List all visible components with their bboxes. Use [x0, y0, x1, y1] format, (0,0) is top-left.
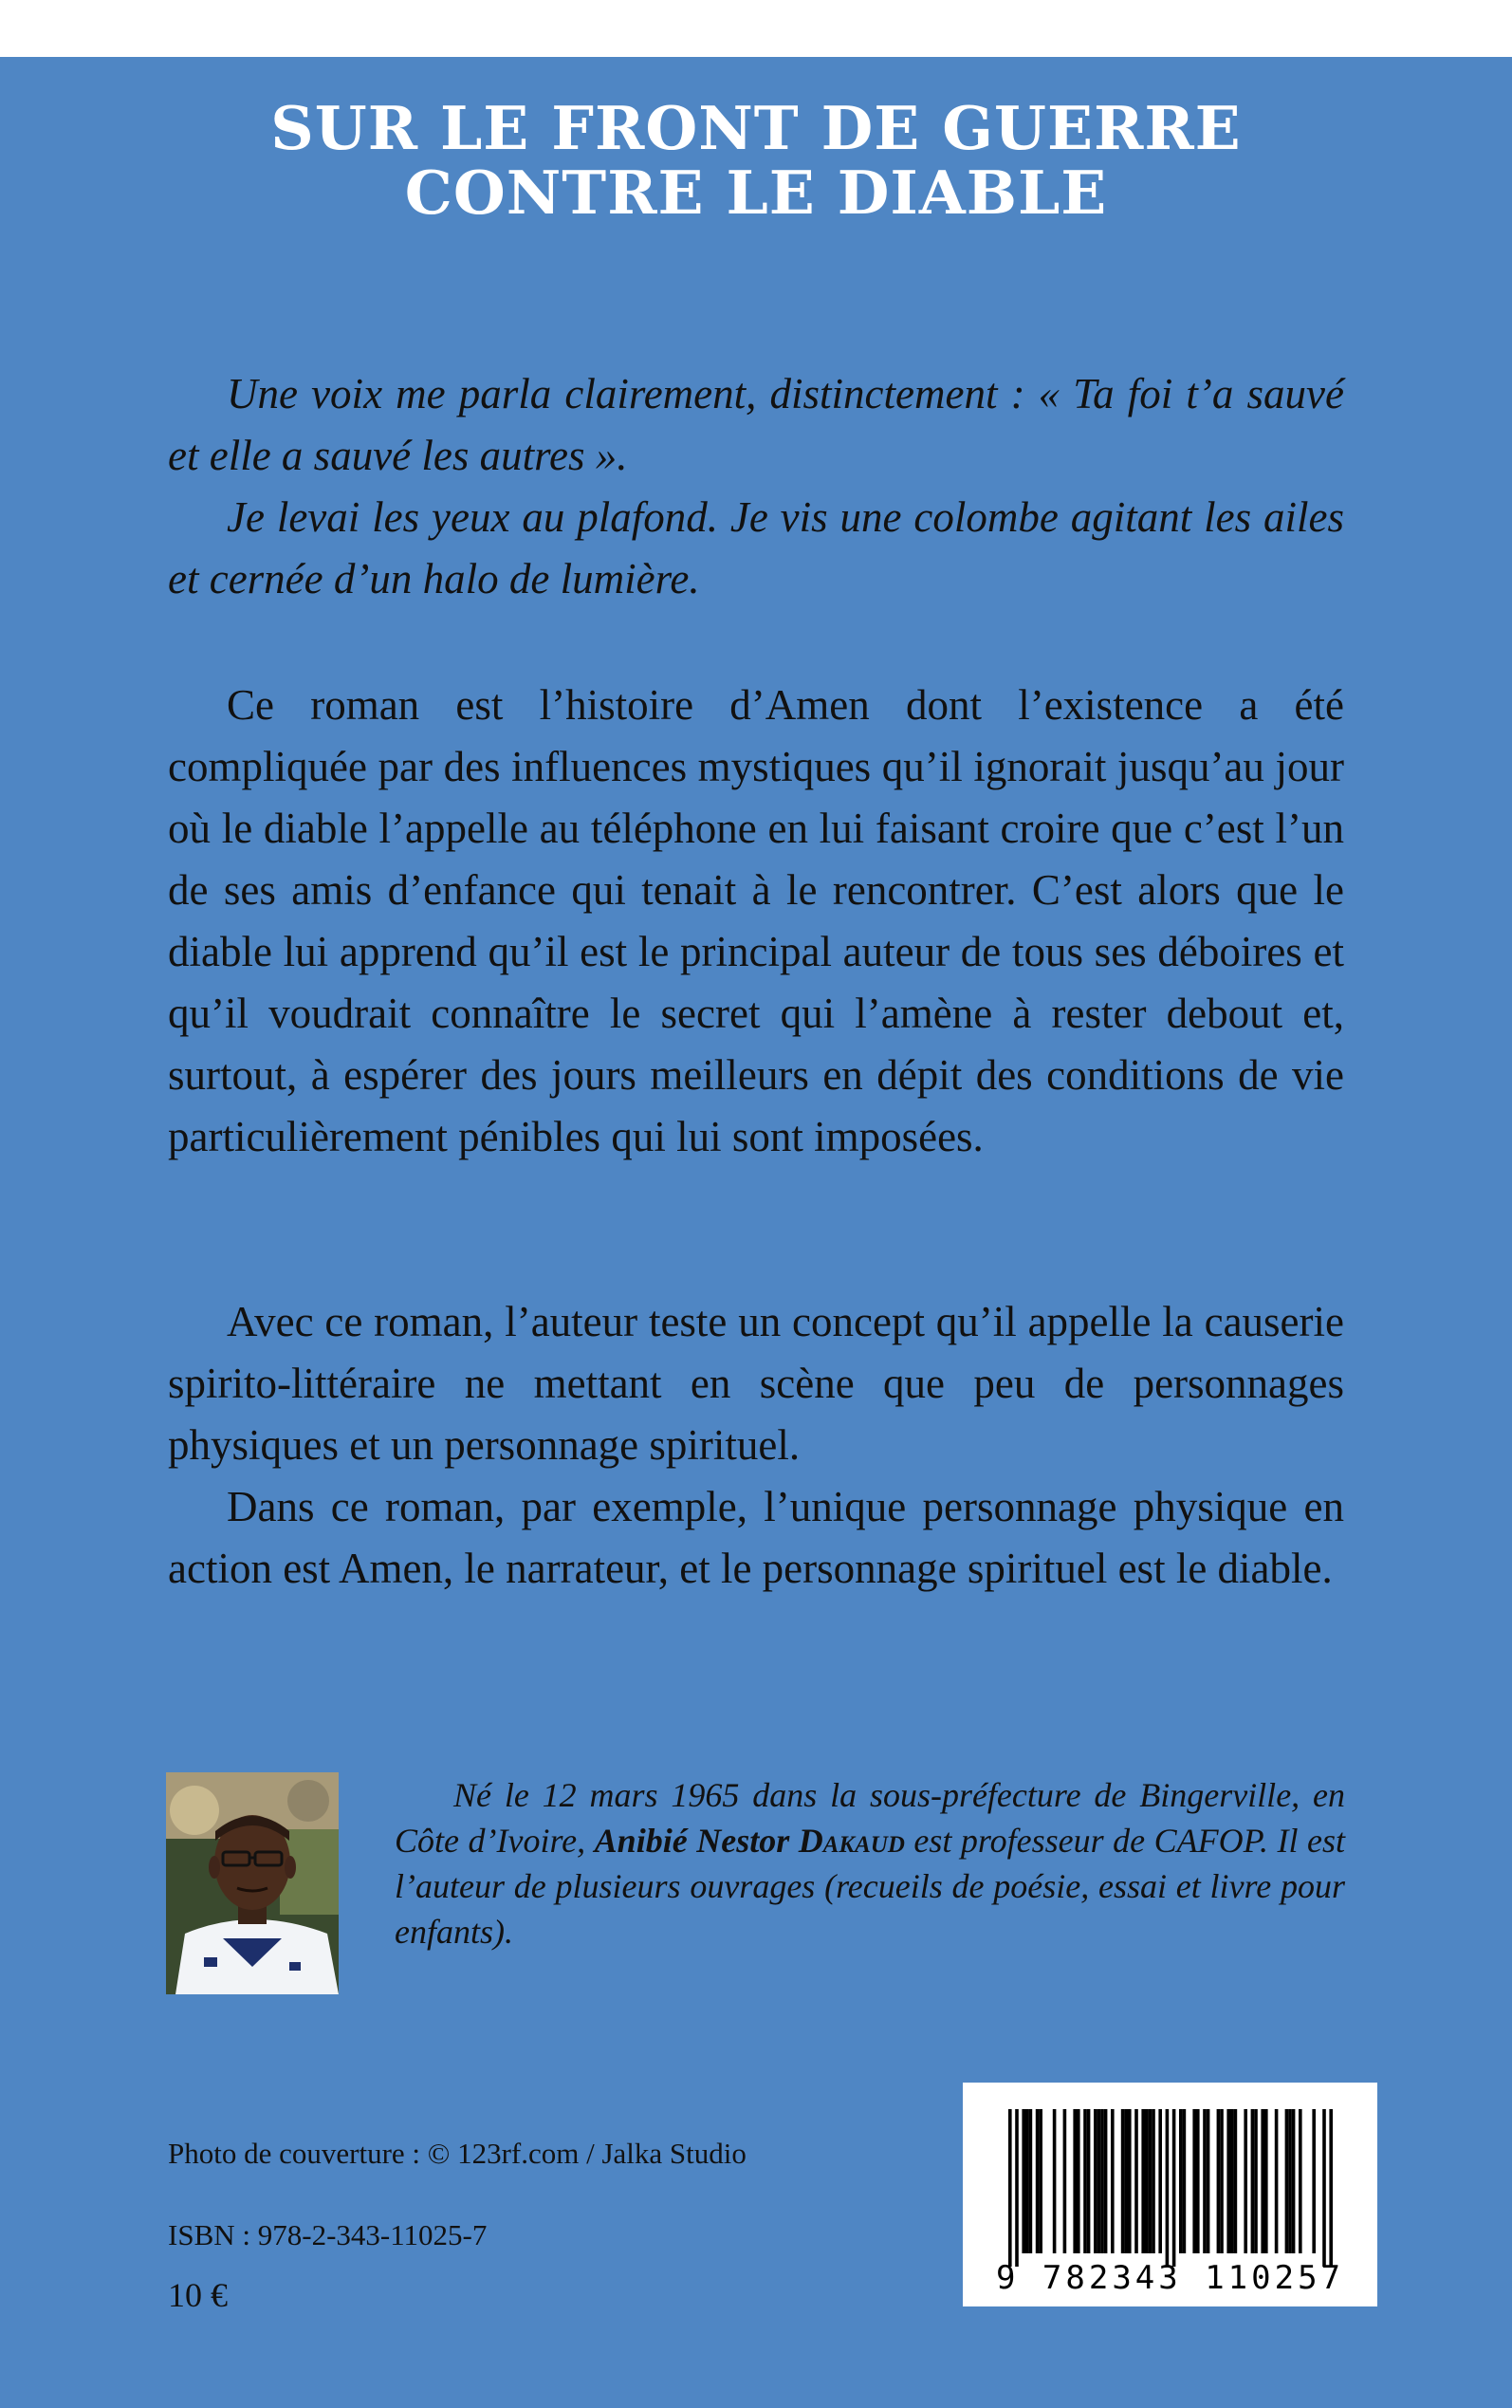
- author-photo: [166, 1772, 339, 1994]
- barcode-bar: [1217, 2109, 1221, 2253]
- barcode-bar: [1183, 2109, 1187, 2253]
- author-first-name: Anibié Nestor: [594, 1822, 799, 1860]
- barcode-bar: [1149, 2109, 1152, 2253]
- quote-paragraph-2: Je levai les yeux au plafond. Je vis une colombe agitant les ailes et cernée d’un halo de lumière.: [168, 493, 1344, 602]
- barcode-bar: [1145, 2109, 1149, 2253]
- barcode-bar: [1128, 2109, 1132, 2253]
- barcode-bar: [1254, 2109, 1258, 2253]
- summary-paragraph-3: Dans ce roman, par exemple, l’unique personnage physique en action est Amen, le narrateur, et le personnage spirituel est le diable.: [168, 1483, 1344, 1592]
- summary-block-1: [168, 675, 1344, 1168]
- barcode-bar: [1226, 2109, 1230, 2253]
- barcode-bar: [1104, 2109, 1108, 2253]
- photo-credit: Photo de couverture : © 123rf.com / Jalka Studio: [168, 2137, 747, 2170]
- author-bio: [395, 1772, 1345, 1954]
- barcode-bar: [1053, 2109, 1057, 2253]
- title-line-1: SUR LE FRONT DE GUERRE: [270, 93, 1242, 163]
- barcode-bar: [1312, 2109, 1316, 2253]
- barcode-bar: [1172, 2109, 1176, 2267]
- barcode-digits: 9 782343 110257: [995, 2259, 1345, 2297]
- barcode-bar: [1083, 2109, 1087, 2253]
- summary-paragraph-2: Avec ce roman, l’auteur teste un concept qu’il appelle la causerie spirito-littéraire ne mettant en scène que peu de personnages physiques et un personnage spirituel.: [168, 1298, 1344, 1469]
- barcode-bar: [1261, 2109, 1264, 2253]
- barcode-bar: [1234, 2109, 1238, 2253]
- barcode-bar: [1251, 2109, 1255, 2253]
- barcode-bar: [1275, 2109, 1279, 2253]
- barcode-bar: [1111, 2109, 1115, 2253]
- barcode-bar: [1008, 2109, 1012, 2267]
- barcode-bar: [1192, 2109, 1196, 2253]
- barcode-bar: [1203, 2109, 1207, 2253]
- barcode: [963, 2083, 1377, 2306]
- barcode-bar: [1322, 2109, 1326, 2267]
- barcode-bar: [1015, 2109, 1019, 2267]
- barcode-bar: [1141, 2109, 1145, 2253]
- barcode-bar: [1063, 2109, 1067, 2253]
- barcode-bar: [1124, 2109, 1128, 2253]
- author-bio-paragraph: [395, 1772, 1345, 1954]
- author-name: [595, 1822, 905, 1860]
- barcode-bar: [1220, 2109, 1224, 2253]
- barcode-bar: [1039, 2109, 1042, 2253]
- bio-text-after: est professeur de CAFOP. Il est l’auteur de plusieurs ouvrages (recueils de poésie, essai et livre pour enfants).: [395, 1822, 1346, 1951]
- barcode-bar: [1329, 2109, 1333, 2267]
- barcode-bar: [1087, 2109, 1091, 2253]
- barcode-bar: [1264, 2109, 1268, 2253]
- barcode-bar: [1036, 2109, 1040, 2253]
- bio-text-before: Né le 12 mars 1965 dans la sous-préfecture de Bingerville, en Côte d’Ivoire,: [395, 1776, 1345, 1860]
- barcode-bar: [1134, 2109, 1138, 2253]
- summary-paragraph-1: Ce roman est l’histoire d’Amen dont l’existence a été compliquée par des influences mystiques qu’il ignorait jusqu’au jour où le diable l’appelle au téléphone en lui faisant croire que c’est l’un de ses amis d’enfance qui tenait à le rencontrer. C’est alors que le diable lui apprend qu’il est le principal auteur de tous ses déboires et qu’il voudrait connaître le secret qui l’amène à rester debout et, surtout, à espérer des jours meilleurs en dépit des conditions de vie particulièrement pénibles qui lui sont imposées.: [168, 681, 1344, 1160]
- barcode-bar: [1196, 2109, 1200, 2253]
- barcode-bar: [1244, 2109, 1247, 2253]
- title-line-2: CONTRE LE DIABLE: [404, 157, 1108, 228]
- barcode-bar: [1158, 2109, 1162, 2253]
- isbn: ISBN : 978-2-343-11025-7: [168, 2218, 488, 2251]
- summary-block-2: [168, 1291, 1344, 1600]
- barcode-bar: [1097, 2109, 1101, 2253]
- barcode-bar: [1230, 2109, 1234, 2253]
- barcode-bar: [1292, 2109, 1296, 2253]
- barcode-bar: [1299, 2109, 1302, 2253]
- barcode-bar: [1073, 2109, 1077, 2253]
- barcode-bar: [1288, 2109, 1292, 2253]
- quote-paragraph-1: Une voix me parla clairement, distinctement : « Ta foi t’a sauvé et elle a sauvé les autres ».: [168, 370, 1344, 479]
- quote-block: [168, 363, 1344, 610]
- barcode-bar: [1077, 2109, 1080, 2253]
- barcode-bar: [1121, 2109, 1125, 2253]
- price: 10 €: [168, 2276, 228, 2314]
- barcode-bar: [1025, 2109, 1029, 2253]
- author-last-name: Dakaud: [798, 1822, 905, 1860]
- barcode-bar: [1022, 2109, 1025, 2253]
- barcode-bar: [1152, 2109, 1155, 2253]
- barcode-bar: [1166, 2109, 1170, 2267]
- barcode-bar: [1285, 2109, 1289, 2253]
- barcode-bar: [1207, 2109, 1210, 2253]
- barcode-bar: [1179, 2109, 1183, 2253]
- barcode-bar: [1100, 2109, 1104, 2253]
- barcode-bar: [1029, 2109, 1033, 2253]
- barcode-bar: [1094, 2109, 1097, 2253]
